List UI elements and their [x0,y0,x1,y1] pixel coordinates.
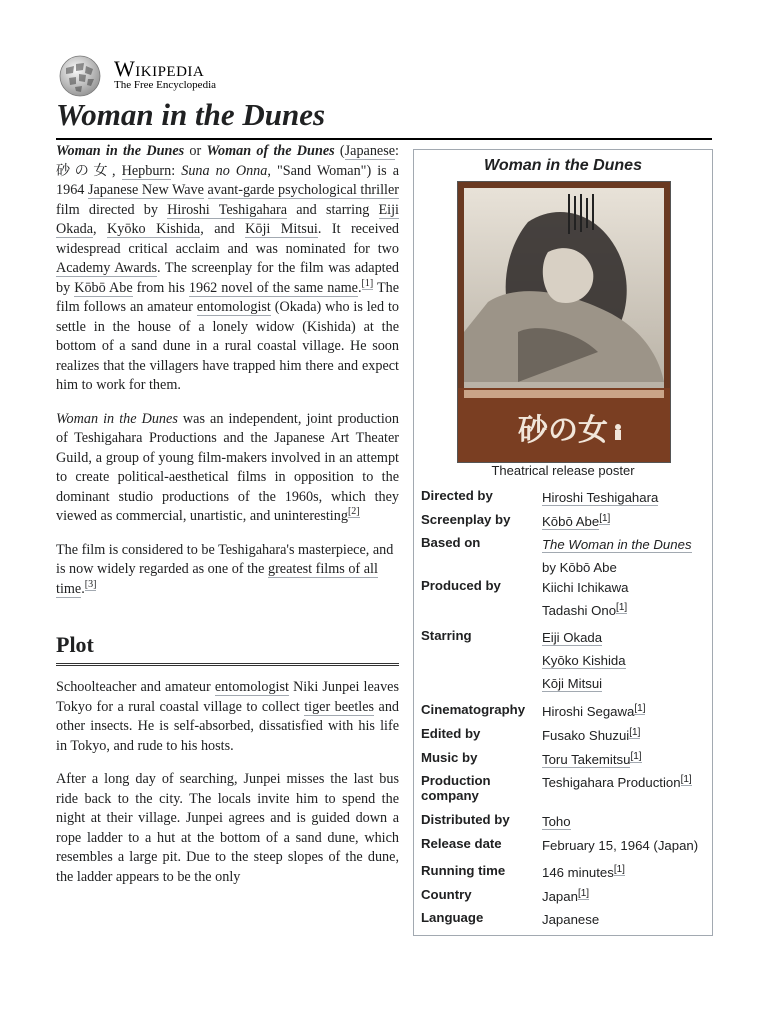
infobox-value-text: Fusako Shuzui [542,728,630,743]
infobox-ref[interactable]: [1] [634,702,646,714]
link-avant-garde[interactable]: avant-garde psychological thriller [207,182,399,198]
infobox-link[interactable]: The Woman in the Dunes [542,537,692,552]
infobox-label: Cinematography [421,702,526,717]
link-japanese[interactable]: Japanese [344,143,396,159]
intro-paragraph-3: The film is considered to be Teshigahara's masterpiece, and is now widely regarded as one of the greatest films of all time.[3] [56,541,394,597]
infobox-value-text: Hiroshi Segawa [542,704,635,719]
infobox-label: Music by [421,750,478,765]
infobox-link[interactable]: Toho [542,814,571,829]
infobox-link[interactable]: Kyōko Kishida [542,653,626,668]
wikipedia-globe-icon [56,54,104,98]
infobox-value [542,887,712,910]
infobox-value [542,863,712,886]
infobox-value [542,836,712,859]
infobox-ref[interactable]: [1] [599,512,611,524]
infobox-value [542,512,712,535]
link-eiji-okada[interactable]: Eiji Okada [56,201,399,237]
infobox-value [542,750,712,773]
infobox-value-text: Teshigahara Production [542,775,681,790]
infobox-value [542,726,712,749]
link-tiger-beetles[interactable]: tiger beetles [304,698,375,715]
infobox-label: Screenplay by [421,512,511,527]
link-kyoko-kishida[interactable]: Kyōko Kishida [107,221,201,237]
wordmark: Wikipedia [114,56,205,81]
infobox-link[interactable]: Kōji Mitsui [542,676,603,691]
link-japanese-new-wave[interactable]: Japanese New Wave [87,182,204,198]
infobox-label: Produced by [421,578,501,593]
infobox-value-text: by Kōbō Abe [542,560,617,575]
infobox-title: Woman in the Dunes [484,157,642,174]
infobox-value [542,773,712,796]
infobox [413,149,713,936]
infobox-value [542,628,712,697]
infobox-label: Directed by [421,488,493,503]
infobox-label: Production company [421,773,491,803]
infobox-link[interactable]: Toru Takemitsu [542,752,631,767]
tagline: The Free Encyclopedia [114,79,217,91]
wikipedia-header[interactable] [56,54,356,98]
infobox-label: Country [421,887,472,902]
infobox-value [542,702,712,725]
ref-1[interactable]: [1] [361,277,374,289]
infobox-ref[interactable]: [1] [680,773,692,785]
infobox-value [542,578,712,624]
link-hepburn[interactable]: Hepburn [121,162,172,179]
link-entomologist-2[interactable]: entomologist [214,679,289,695]
intro-paragraph-2: Woman in the Dunes was an independent, joint production of Teshigahara Productions and the Japanese Art Theater Guild, a group of young film-makers involved in an attempt to create political-aesthetical films in opposition to the dominant studio productions of the 1960s, which they viewed as commercial, unartistic, and uninteresting[2] [56,410,399,524]
plot-heading: Plot [56,631,399,666]
ref-2[interactable]: [2] [347,506,360,518]
infobox-label: Based on [421,535,481,550]
link-hiroshi-teshigahara[interactable]: Hiroshi Teshigahara [167,201,288,218]
ref-3[interactable]: [3] [84,578,97,590]
article-body [56,142,399,901]
infobox-value-text: Kiichi Ichikawa [542,580,629,595]
link-greatest-films[interactable]: greatest films of all time [56,561,378,597]
infobox-value-text: February 15, 1964 (Japan) [542,838,699,853]
infobox-value [542,910,712,933]
intro-paragraph-1: Woman in the Dunes or Woman of the Dunes (Japanese: 砂の女, Hepburn: Suna no Onna, "Sand Woman") is a 1964 Japanese New Wave avant-garde psychological thriller film directed by Hiroshi Teshigahara and starring Eiji Okada, Kyōko Kishida, and Kōji Mitsui. It received widespread critical acclaim and was nominated for two Academy Awards. The screenplay for the film was adapted by Kōbō Abe from his 1962 novel of the same name.[1] The film follows an amateur entomologist (Okada) who is led to settle in the house of a lonely widow (Kishida) at the bottom of a sand dune in a rural coastal village. He soon realizes that the villagers have trapped him there and expect him to work for them. [56,143,400,393]
infobox-label: Starring [421,628,472,643]
infobox-ref[interactable]: [1] [630,750,642,762]
infobox-label: Release date [421,836,502,851]
infobox-ref[interactable]: [1] [616,601,628,613]
poster-caption: Theatrical release poster [491,463,635,478]
infobox-value [542,488,712,511]
link-koji-mitsui[interactable]: Kōji Mitsui [245,221,318,237]
infobox-link[interactable]: Eiji Okada [542,630,603,645]
infobox-value [542,535,712,581]
infobox-ref[interactable]: [1] [613,863,625,875]
page-title: Woman in the Dunes [56,96,712,140]
link-kobo-abe[interactable]: Kōbō Abe [74,279,133,296]
poster-title-text: 砂の女 [518,413,608,448]
infobox-link[interactable]: Kōbō Abe [542,514,600,529]
plot-paragraph-1: Schoolteacher and amateur entomologist Niki Junpei leaves Tokyo for a rural coastal village to collect tiger beetles and other insects. He is self-absorbed, dissatisfied with his life in Tokyo, and rude to his hosts. [56,679,400,754]
link-entomologist[interactable]: entomologist [196,299,271,315]
infobox-label: Running time [421,863,506,878]
infobox-value-text: Tadashi Ono [542,603,617,618]
infobox-value-text: Japanese [542,912,600,927]
poster-artwork [458,182,670,462]
infobox-label: Distributed by [421,812,510,827]
plot-paragraph-2: After a long day of searching, Junpei misses the last bus ride back to the city. The locals invite him to spend the night at their village. Junpei agrees and is guided down a rope ladder to a hut at the bottom of a sand dune, which resembles a large pit. Due to the steep slopes of the dune, the ladder appears to be the only [56,771,399,885]
link-novel[interactable]: 1962 novel of the same name [188,279,358,296]
infobox-ref[interactable]: [1] [629,726,641,738]
infobox-link[interactable]: Hiroshi Teshigahara [542,490,659,505]
poster-image[interactable] [457,181,671,463]
infobox-value [542,812,712,835]
infobox-label: Language [421,910,484,925]
link-academy-awards[interactable]: Academy Awards [56,260,158,276]
infobox-value-text: 146 minutes [542,865,614,880]
infobox-ref[interactable]: [1] [577,887,590,899]
infobox-value-text: Japan [542,889,578,904]
infobox-label: Edited by [421,726,481,741]
